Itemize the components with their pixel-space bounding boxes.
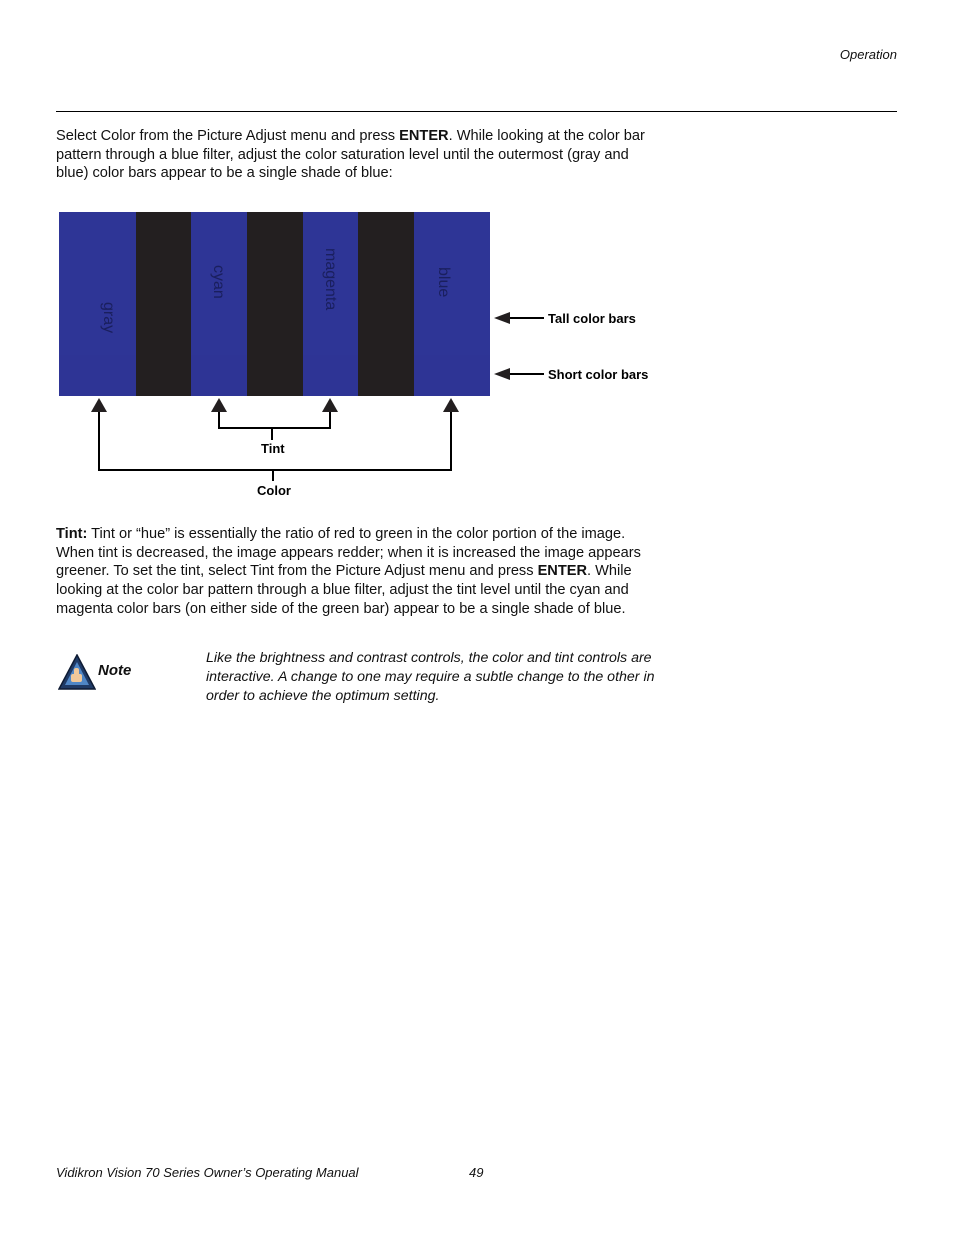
- intro-paragraph: [56, 127, 656, 183]
- short-bar-black-2: [247, 355, 303, 396]
- short-bar-black-1: [136, 355, 191, 396]
- note-pointing-hand-icon: [58, 654, 96, 690]
- color-bar-figure: [56, 205, 676, 505]
- intro-enter-key: ENTER: [399, 128, 449, 144]
- header-rule: [56, 111, 897, 112]
- tall-bars: [59, 212, 490, 396]
- color-label: Color: [257, 483, 291, 498]
- bar-label-blue: blue: [435, 267, 452, 298]
- tall-bars-arrowhead: [494, 312, 510, 324]
- arrow-up-magenta: [322, 398, 338, 412]
- footer-manual-title: Vidikron Vision 70 Series Owner’s Operating Manual: [56, 1165, 359, 1180]
- footer-page-number: 49: [469, 1165, 484, 1180]
- short-color-bars-label: Short color bars: [548, 367, 649, 382]
- note-text: Like the brightness and contrast controls, the color and tint controls are interactive. A change to one may require a subtle change to the other in order to achieve the optimum setting.: [206, 650, 655, 704]
- bar-label-cyan: cyan: [210, 265, 227, 299]
- short-bars-arrowhead: [494, 368, 510, 380]
- tall-color-bars-label: Tall color bars: [548, 311, 636, 326]
- tint-enter-key: ENTER: [537, 563, 588, 580]
- tint-paragraph: [56, 525, 656, 619]
- arrow-up-cyan: [211, 398, 227, 412]
- intro-text-before: Select Color from the Picture Adjust menu and press: [56, 128, 400, 144]
- bar-label-gray: gray: [100, 302, 117, 334]
- tint-heading: Tint:: [56, 526, 88, 542]
- arrow-up-gray: [91, 398, 107, 412]
- intro-text-after: . While looking at the color bar pattern through a blue filter, adjust the color saturation level until the outermost (gray and blue) color bars appear to be a single shade of blue:: [56, 128, 645, 182]
- header-section-label: Operation: [839, 47, 897, 62]
- bar-label-magenta: magenta: [322, 248, 339, 311]
- tint-bracket: [219, 411, 330, 428]
- note-label: Note: [98, 662, 132, 679]
- tint-text-after: . While looking at the color bar pattern through a blue filter, adjust the tint level until the cyan and magenta color bars (on either side of the green bar) appear to be a single shade of blue.: [56, 563, 632, 617]
- arrow-up-blue: [443, 398, 459, 412]
- short-bar-black-3: [358, 355, 414, 396]
- tint-text-before: Tint or “hue” is essentially the ratio of red to green in the color portion of the image. When tint is decreased, the image appears redder; when it is increased the image appears greener. To set the tint, select Tint from the Picture Adjust menu and press: [56, 526, 641, 580]
- tint-label: Tint: [261, 441, 285, 456]
